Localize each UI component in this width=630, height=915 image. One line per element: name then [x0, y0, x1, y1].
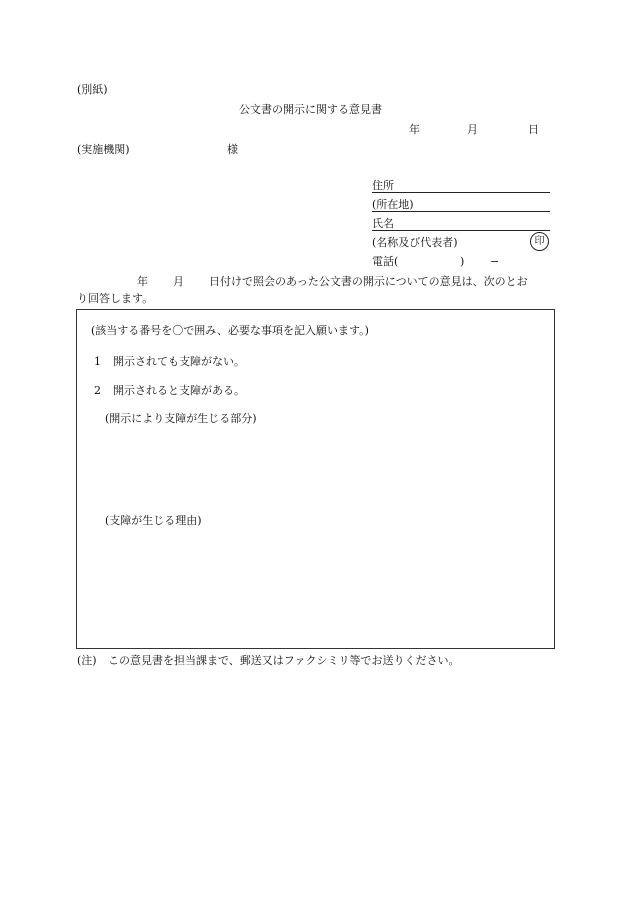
option1-number: 1 [94, 355, 101, 368]
agency-honorific: 様 [227, 143, 238, 156]
phone-paren-close: ) [460, 255, 465, 268]
note-text: この意見書を担当課まで、郵送又はファクシミリ等でお送りください。 [108, 654, 460, 667]
intro-year-label: 年 [137, 275, 148, 288]
affected-part-label: (開示により支障が生じる部分) [105, 412, 257, 425]
phone-label: 電話( [372, 255, 399, 268]
phone-dash: − [490, 255, 500, 268]
option2-text: 開示されると支障がある。 [113, 384, 245, 397]
option2-number: 2 [94, 384, 101, 397]
location-underline [372, 211, 550, 212]
date-month-label: 月 [467, 123, 478, 136]
agency-label: (実施機関) [77, 143, 130, 156]
name-label: 氏名 [372, 217, 394, 230]
attachment-label: (別紙) [77, 83, 108, 96]
intro-line1: 日付けで照会のあった公文書の開示についての意見は、次のとお [209, 275, 528, 288]
org-representative-label: (名称及び代表者) [372, 236, 458, 249]
date-year-label: 年 [409, 123, 420, 136]
document-title: 公文書の開示に関する意見書 [239, 103, 382, 116]
intro-line2: り回答します。 [77, 292, 154, 305]
name-underline [372, 230, 550, 231]
seal-mark: 印 [530, 232, 549, 251]
note-marker: (注) [77, 654, 97, 667]
option1-text: 開示されても支障がない。 [113, 355, 245, 368]
intro-month-label: 月 [173, 275, 184, 288]
address-underline [372, 192, 550, 193]
opinion-instruction: (該当する番号を〇で囲み、必要な事項を記入願います。) [91, 324, 369, 337]
reason-label: (支障が生じる理由) [105, 514, 202, 527]
address-label: 住所 [372, 179, 394, 192]
location-label: (所在地) [372, 198, 414, 211]
date-day-label: 日 [528, 123, 539, 136]
